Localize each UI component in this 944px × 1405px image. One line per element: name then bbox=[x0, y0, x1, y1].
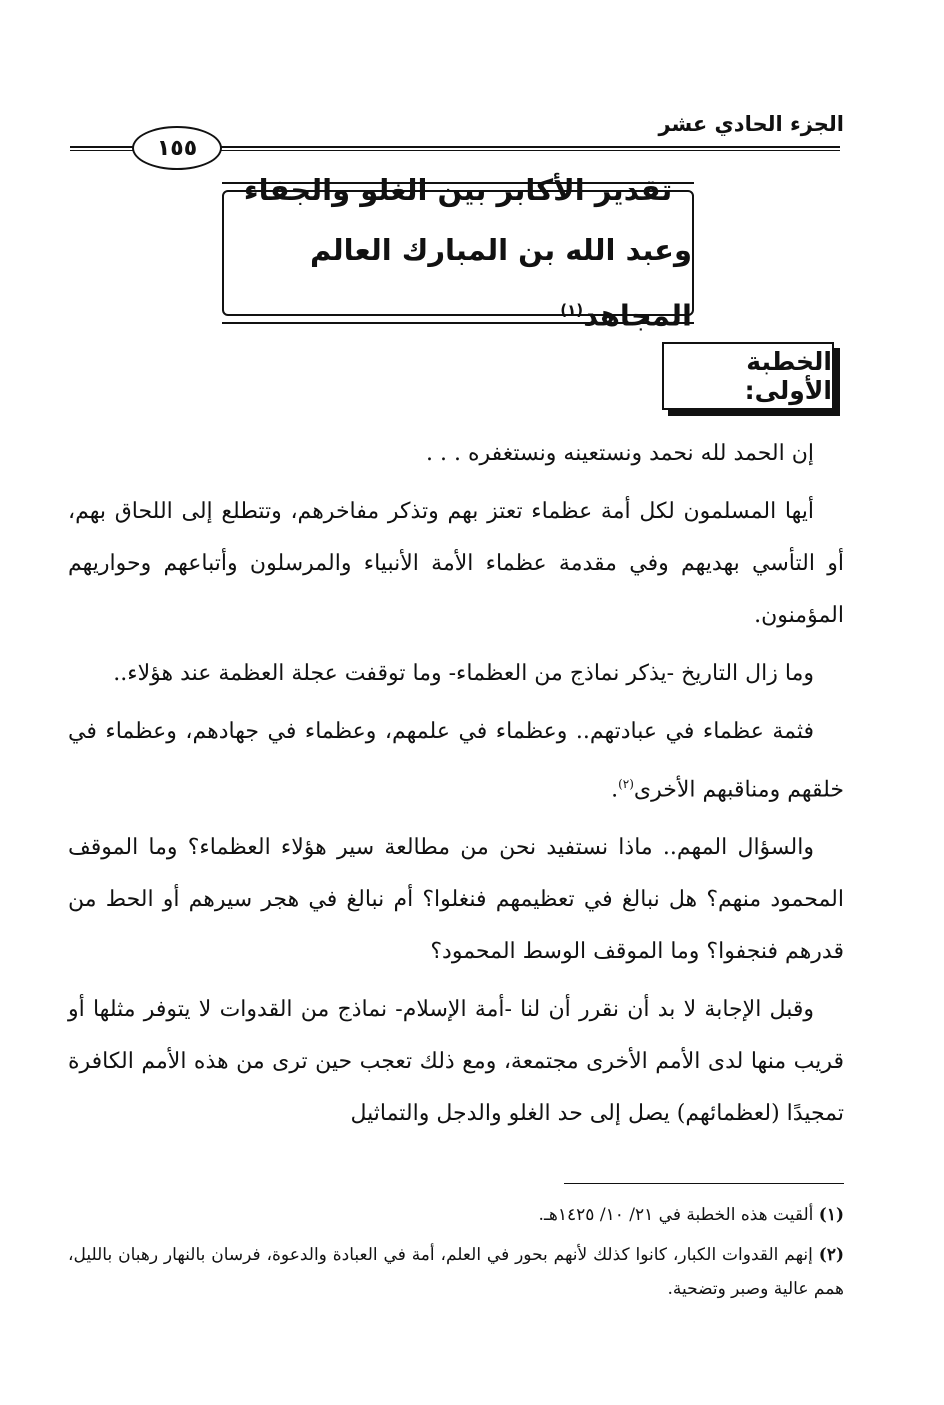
paragraph bbox=[68, 706, 844, 816]
title-frame bbox=[222, 173, 694, 333]
footnote bbox=[68, 1198, 844, 1232]
footnote-text: ألقيت هذه الخطبة في ٢١/ ١٠/ ١٤٢٥هـ. bbox=[538, 1205, 814, 1225]
footnote-number: (١) bbox=[818, 1205, 844, 1225]
chapter-title bbox=[222, 173, 694, 333]
title-line-1: تقدير الأكابر بين الغلو والجفاء bbox=[243, 173, 673, 208]
footnote-text: إنهم القدوات الكبار، كانوا كذلك لأنهم بحور في العلم، أمة في العبادة والدعوة، فرسان بالنهار رهبان بالليل، همم عالية وصبر وتضحية. bbox=[68, 1245, 844, 1299]
paragraph: إن الحمد لله نحمد ونستعينه ونستغفره . . . bbox=[426, 441, 814, 466]
body-text bbox=[68, 428, 844, 1146]
footnote-separator bbox=[564, 1183, 844, 1184]
paragraph: وقبل الإجابة لا بد أن نقرر أن لنا -أمة الإسلام- نماذج من القدوات لا يتوفر مثلها أو قريب منها لدى الأمم الأخرى مجتمعة، ومع ذلك تعجب حين ترى من هذه الأمم الكافرة تمجيدًا (لعظمائهم) يصل إلى حد الغلو والدجل والتماثيل bbox=[68, 997, 844, 1127]
running-header: الجزء الحادي عشر bbox=[658, 112, 844, 136]
paragraph: أيها المسلمون لكل أمة عظماء تعتز بهم وتذكر مفاخرهم، وتتطلع إلى اللحاق بهم، أو التأسي بهديهم وفي مقدمة عظماء الأمة الأنبياء والمرسلون وأتباعهم وحواريهم المؤمنون. bbox=[68, 499, 844, 628]
footnotes bbox=[68, 1198, 844, 1312]
paragraph: وما زال التاريخ -يذكر نماذج من العظماء- وما توقفت عجلة العظمة عند هؤلاء.. bbox=[113, 661, 814, 686]
paragraph-text: فثمة عظماء في عبادتهم.. وعظماء في علمهم، وعظماء في جهادهم، وعظماء في خلقهم ومناقبهم الأخرى bbox=[68, 719, 844, 803]
title-line-2 bbox=[224, 220, 692, 346]
paragraph-end: . bbox=[611, 777, 619, 803]
title-line-2-text: وعبد الله بن المبارك العالم المجاهد bbox=[309, 233, 692, 333]
footnote bbox=[68, 1238, 844, 1306]
footnote-mark: (٢) bbox=[618, 777, 634, 791]
paragraph: والسؤال المهم.. ماذا نستفيد نحن من مطالعة سير هؤلاء العظماء؟ وما الموقف المحمود منهم؟ هل نبالغ في تعظيمهم فنغلوا؟ أم نبالغ في هجر سيرهم أو الحط من قدرهم فنجفوا؟ وما الموقف الوسط المحمود؟ bbox=[68, 835, 844, 965]
footnote-number: (٢) bbox=[818, 1245, 844, 1265]
page-number: ١٥٥ bbox=[132, 126, 222, 170]
section-heading: الخطبة الأولى: bbox=[662, 342, 834, 410]
title-footnote-mark: (١) bbox=[560, 301, 584, 320]
